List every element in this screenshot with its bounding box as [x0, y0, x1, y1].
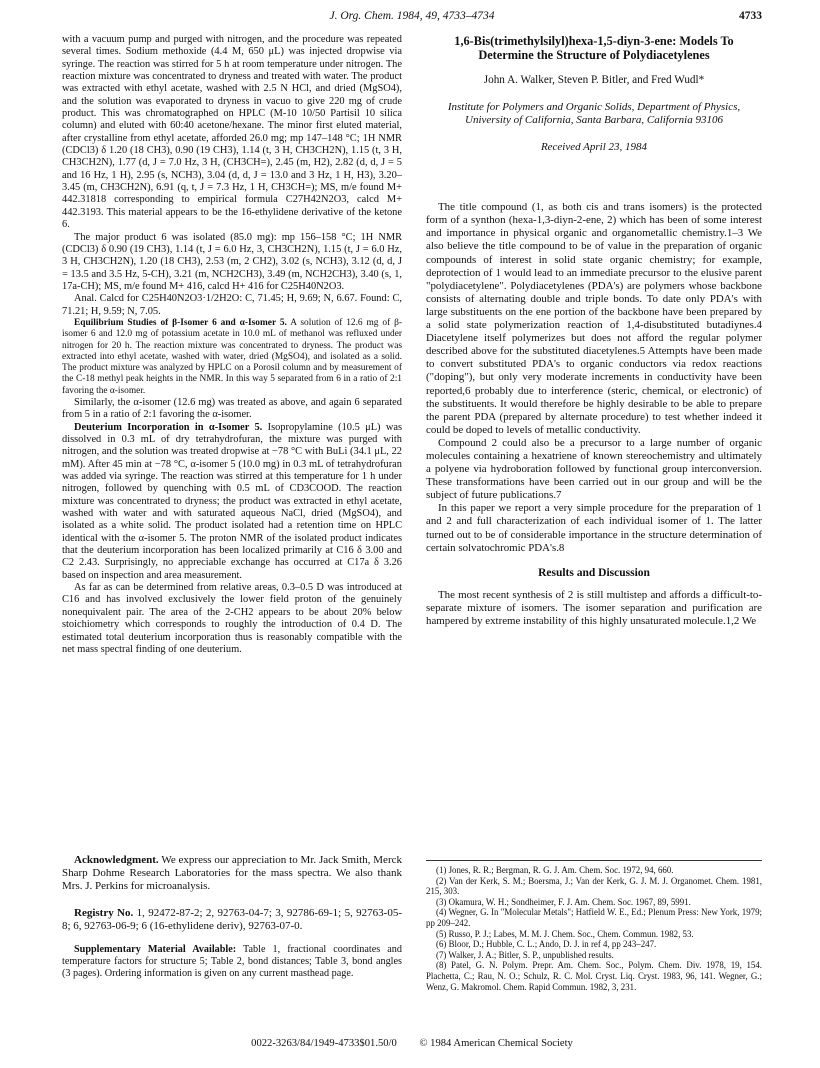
- results-heading: Results and Discussion: [538, 566, 650, 579]
- acknowledgment: [62, 854, 402, 894]
- section-text: Isopropylamine (10.5 μL) was dissolved in 0.3 mL of dry tetrahydrofuran, the mixture was purged with nitrogen, and the solution was treated dropwise at −78 °C with BuLi (34.1 μL, 22 mM). After 45 min at −78 °C, α-isomer 5 (10.0 mg) in 0.3 mL of tetrahydrofuran was added via syringe. The reaction was stirred at this temperature for 1 h under nitrogen, followed by quenching with 0.5 mL of CD3COOD. The reaction mixture was concentrated to dryness; the product was extracted in ethyl acetate, washed with water and with saturated aqueous NaCl, dried (MgSO4), and isolated as a white solid. The product isolated had a retention time on HPLC identical with the α-isomer 5. The proton NMR of the isolated product indicates that the deuterium incorporation has been localized primarily at C16 δ 3.00 and C2 2.43. Surprisingly, no appreciable exchange has occurred at C17a δ 3.26 based on inspection and area measurement.: [62, 421, 402, 581]
- right-column: [426, 34, 762, 628]
- left-column: [62, 34, 402, 656]
- page-number: 4733: [739, 10, 762, 22]
- reference-item: (2) Van der Kerk, S. M.; Boersma, J.; Van der Kerk, G. J. M. J. Organomet. Chem. 1981, 215, 303.: [426, 875, 762, 897]
- reference-item: (3) Okamura, W. H.; Sondheimer, F. J. Am. Chem. Soc. 1967, 89, 5991.: [436, 896, 691, 907]
- reference-item: (4) Wegner, G. In "Molecular Metals"; Hatfield W. E., Ed.; Plenum Press: New York, 1979; pp 209–242.: [426, 907, 762, 928]
- equilibrium-section: [62, 318, 402, 397]
- copyright-notice: © 1984 American Chemical Society: [419, 1038, 573, 1049]
- received-date: Received April 23, 1984: [540, 141, 648, 154]
- body-paragraph: Compound 2 could also be a precursor to a large number of organic molecules containing a hexatriene of known stereochemistry and ultimately a polyene via hydroboration followed by functional group interconversion. These transformations have been carried out in our group and will be the subject of future publications.7: [426, 436, 762, 502]
- article-authors: John A. Walker, Steven P. Bitler, and Fred Wudl*: [483, 74, 705, 86]
- page-footer: [62, 1038, 762, 1049]
- supplementary-text: Table 1, fractional coordinates and temperature factors for structure 5; Table 2, bond distances; Table 3, bond angles (3 pages). Ordering information is given on any current masthead page.: [62, 944, 402, 980]
- body-paragraph: The major product 6 was isolated (85.0 mg): mp 156–158 °C; 1H NMR (CDCl3) δ 0.90 (19 CH3), 1.14 (t, J = 6.0 Hz, 3, CH3CH2N), 1.15 (t, J = 6.0 Hz, 3 H, CH3CH2N), 1.20 (18 CH3), 2.53 (m, 2 CH2), 3.02 (s, NCH3), 3.12 (d, d, J = 13.5 and 3.5 Hz, 5-CH), 3.21 (m, NCH2CH3), 3.49 (m, NCH2CH3), 3.40 (s, 1, 17a-CH); MS, m/e found M+ 416, calcd H+ 416 for C25H40N2O3.: [62, 231, 402, 292]
- article-affiliation: Institute for Polymers and Organic Solids, Department of Physics, University of California, Santa Barbara, California 93106: [447, 101, 741, 127]
- body-paragraph: with a vacuum pump and purged with nitrogen, and the procedure was repeated several times. Sodium methoxide (4.4 M, 650 μL) was injected dropwise via syringe. The reaction was stirred for 5 h at room temperature under nitrogen. The reaction mixture was concentrated to dryness and treated with water. The product was extracted with ethyl acetate, washed with 2.5 N HCl, and dried (MgSO4), and the solution was evaporated to dryness in vacuo to give 220 mg of crude product. This was chromatographed on HPLC (M-10 10/50 Partisil 10 silica column) and eluted with 60:40 acetone/hexane. The minor first eluted material, after crystalline from ethyl acetate, afforded 26.0 mg; mp 147–148 °C; 1H NMR (CDCl3) δ 1.20 (18 CH3), 0.90 (19 CH3), 1.14 (t, 3 H, CH3CH2N), 1.15 (t, 3 H, CH3CH2N), 1.77 (d, J = 7.0 Hz, 3 H, (CH3CH=), 2.45 (m, H2), 2.82 (d, d, J = 5 and 16 Hz, 1 H), 2.95 (s, NCH3), 3.04 (d, d, J = 13.0 and 3 Hz, 1 H, H3), 3.20–3.45 (m, CH3CH2N), 6.91 (q, t, J = 7.3 Hz, 1 H, CH3CH=); MS, m/e found M+ 442.31818 corresponding to empirical formula C27H42N2O3, calcd M+ 442.3193. This material appears to be the 16-ethylidene derivative of the ketone 6.: [62, 34, 402, 231]
- section-heading: Equilibrium Studies of β-Isomer 6 and α-Isomer 5.: [74, 317, 287, 328]
- reference-item: (5) Russo, P. J.; Labes, M. M. J. Chem. Soc., Chem. Commun. 1982, 53.: [436, 928, 694, 939]
- body-paragraph: Anal. Calcd for C25H40N2O3·1/2H2O: C, 71.45; H, 9.69; N, 6.67. Found: C, 71.21; H, 9.59; N, 7.05.: [62, 293, 402, 317]
- section-text: A solution of 12.6 mg of β-isomer 6 and 12.0 mg of potassium acetate in 10.0 mL of methanol was refluxed under nitrogen for 20 h. The reaction mixture was concentrated to dryness. The product was extracted into ethyl acetate, washed with water, dried (MgSO4), and isolated as a solid. The product mixture was analyzed by HPLC on a Porosil column and by measurement of the C-18 methyl peak heights in the NMR. In this way 5 separated from 6 in a ratio of 2:1 favoring the α-isomer.: [62, 317, 402, 396]
- reference-item: (8) Patel, G. N. Polym. Prepr. Am. Chem. Soc., Polym. Chem. Div. 1978, 19, 154. Plachetta, C.; Rau, N. O.; Schulz, R. C. Mol. Cryst. Liq. Cryst. 1983, 96, 141. Wegner, G.; Wenz, G. Makromol. Chem. Rapid Commun. 1982, 3, 231.: [426, 960, 762, 992]
- references: [426, 860, 762, 992]
- running-header: [62, 10, 762, 28]
- back-matter: [62, 854, 402, 981]
- body-paragraph: Similarly, the α-isomer (12.6 mg) was treated as above, and again 6 separated from 5 in a ratio of 2:1 favoring the α-isomer.: [62, 396, 402, 421]
- reference-item: (1) Jones, R. R.; Bergman, R. G. J. Am. Chem. Soc. 1972, 94, 660.: [436, 865, 674, 875]
- body-paragraph: The most recent synthesis of 2 is still multistep and affords a difficult-to-separate mixture of isomers. The isomer separation and purification are hampered by extreme instability of this highly unsaturated molecule.1,2 We: [426, 588, 762, 627]
- journal-citation: J. Org. Chem. 1984, 49, 4733–4734: [329, 10, 495, 22]
- article-code: 0022-3263/84/1949-4733$01.50/0: [251, 1038, 397, 1049]
- registry-numbers: [62, 907, 402, 933]
- body-paragraph: The title compound (1, as both cis and trans isomers) is the protected form of a synthon (hexa-1,3-diyn-2-ene, 2) which has been of some interest and importance in physical organic and organometallic chemistry.1–3 We also believe the title compound to be of value in the preparation of organic compounds of interest in solid state organic chemistry; for example, deprotection of 1 would lead to an immediate precursor to the elusive parent "polydiacetylene". Polydiacetylenes (PDA's) are polymers whose backbone consists of alternating double and triple bonds. To date only PDA's with large substituents on the ene portion of the backbone have been prepared by a solid state polymerization reaction of 1,4-disubstituted butadiynes.4 Diacetylene itself polymerizes but does not afford the regular polymer described above for the substituted diacetylenes.5 Attempts have been made to convert substituted PDA's to organic conductors via redox reactions ("doping"), but only very moderate increments in conductivity have been reported,6 probably due to interference (steric, chemical, or electronic) of the substituents. It would therefore be highly desirable to be able to prepare the parent PDA (prepared by alternate procedure) to test whether indeed it could be doped to levels of metallic conductivity.: [426, 201, 762, 436]
- registry-heading: Registry No.: [74, 906, 134, 919]
- supplementary-heading: Supplementary Material Available:: [74, 944, 237, 956]
- reference-item: (6) Bloor, D.; Hubble, C. L.; Ando, D. J. in ref 4, pp 243–247.: [436, 939, 657, 950]
- section-heading: Deuterium Incorporation in α-Isomer 5.: [74, 421, 263, 433]
- deuterium-section: [62, 422, 402, 582]
- supplementary-material: [62, 944, 402, 981]
- acknowledgment-heading: Acknowledgment.: [74, 854, 159, 866]
- article-title: 1,6-Bis(trimethylsilyl)hexa-1,5-diyn-3-ene: Models To Determine the Structure of Polydiacetylenes: [454, 34, 734, 62]
- body-paragraph: In this paper we report a very simple procedure for the preparation of 1 and 2 and full characterization of each individual isomer of 1. The latter turned out to be of considerable importance in the structure determination of certain solvatochromic PDA's.8: [426, 502, 762, 554]
- acknowledgment-text: We express our appreciation to Mr. Jack Smith, Merck Sharp Dohme Research Laboratories for the mass spectra. We also thank Mrs. J. Perkins for microanalysis.: [62, 854, 402, 893]
- registry-text: 1, 92472-87-2; 2, 92763-04-7; 3, 92786-69-1; 5, 92763-05-8; 6, 92763-06-9; 6 (16-ethylidene deriv), 92763-07-0.: [62, 906, 403, 932]
- body-paragraph: As far as can be determined from relative areas, 0.3–0.5 D was introduced at C16 and has involved exclusively the lower field proton of the genuinely nonequivalent pair. The area of the 2-CH2 appears to be about 20% below stoichiometry which corresponds to roughly the introduction of 0.4 D. The estimated total deuterium incorporation thus is reasonably compatible with the net mass spectral finding of one deuterium.: [62, 582, 402, 655]
- reference-item: (7) Walker, J. A.; Bitler, S. P., unpublished results.: [436, 949, 614, 960]
